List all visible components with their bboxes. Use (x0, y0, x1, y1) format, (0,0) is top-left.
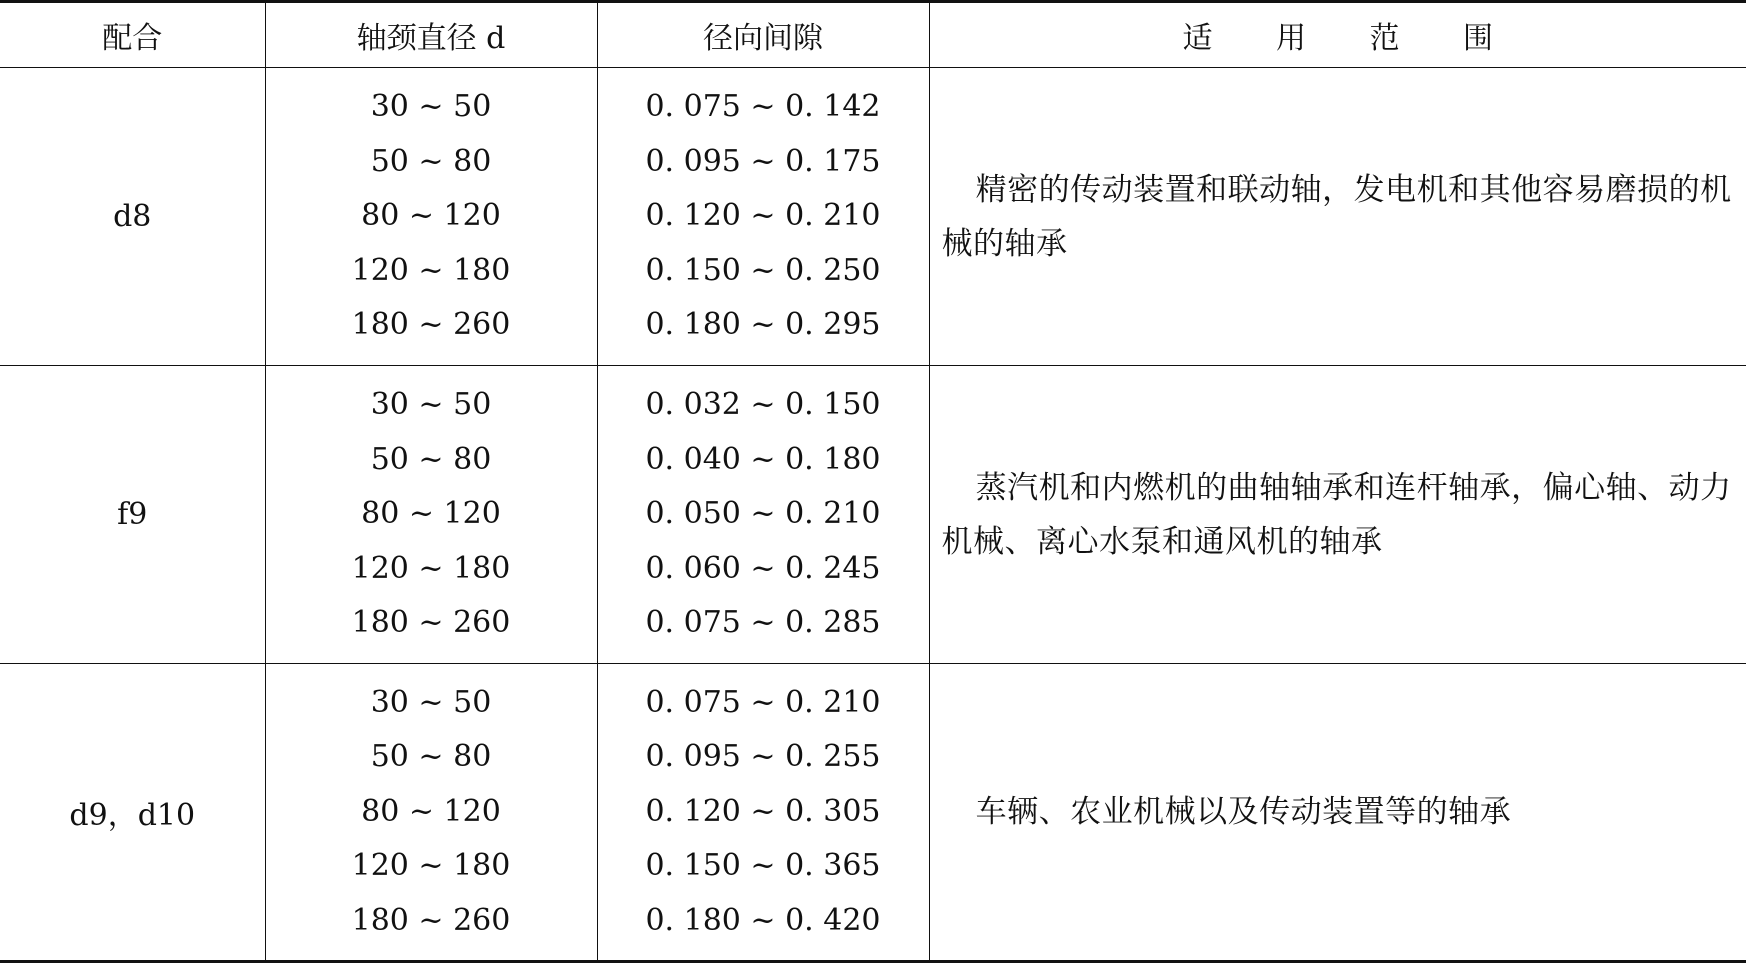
table-header (0, 2, 1746, 68)
diameter-cell (265, 366, 597, 664)
table-row (0, 366, 1746, 664)
clearance-value: 0. 150 ~ 0. 365 (645, 848, 881, 884)
header-row (0, 2, 1746, 68)
clearance-cell (597, 68, 929, 366)
clearance-value: 0. 095 ~ 0. 175 (645, 143, 881, 179)
table-body (0, 68, 1746, 962)
diameter-value: 50 ~ 80 (370, 143, 492, 179)
diameter-value: 50 ~ 80 (370, 441, 492, 477)
clearance-value: 0. 095 ~ 0. 255 (645, 739, 881, 775)
clearance-value: 0. 050 ~ 0. 210 (645, 496, 881, 532)
clearance-value: 0. 060 ~ 0. 245 (645, 550, 881, 586)
application-text: 蒸汽机和内燃机的曲轴轴承和连杆轴承，偏心轴、动力机械、离心水泵和通风机的轴承 (941, 469, 1732, 560)
diameter-cell (265, 68, 597, 366)
application-text: 车辆、农业机械以及传动装置等的轴承 (975, 794, 1512, 830)
fit-cell: d9，d10 (0, 664, 265, 962)
diameter-value: 80 ~ 120 (361, 198, 501, 234)
diameter-value: 80 ~ 120 (361, 793, 501, 829)
clearance-value: 0. 075 ~ 0. 285 (645, 605, 881, 641)
header-clearance: 径向间隙 (597, 2, 929, 68)
clearance-value: 0. 120 ~ 0. 305 (645, 793, 881, 829)
diameter-value: 180 ~ 260 (351, 902, 511, 938)
diameter-value: 30 ~ 50 (370, 387, 492, 423)
diameter-value: 120 ~ 180 (351, 848, 511, 884)
application-cell (929, 664, 1746, 962)
application-cell (929, 68, 1746, 366)
application-text: 精密的传动装置和联动轴，发电机和其他容易磨损的机械的轴承 (941, 171, 1732, 262)
clearance-cell (597, 366, 929, 664)
diameter-value: 80 ~ 120 (361, 496, 501, 532)
clearance-value: 0. 180 ~ 0. 295 (645, 307, 881, 343)
header-fit: 配合 (0, 2, 265, 68)
clearance-value: 0. 075 ~ 0. 210 (645, 684, 881, 720)
diameter-value: 120 ~ 180 (351, 252, 511, 288)
fit-cell: f9 (0, 366, 265, 664)
header-application: 适 用 范 围 (929, 2, 1746, 68)
clearance-value: 0. 040 ~ 0. 180 (645, 441, 881, 477)
diameter-value: 180 ~ 260 (351, 605, 511, 641)
diameter-cell (265, 664, 597, 962)
diameter-value: 120 ~ 180 (351, 550, 511, 586)
diameter-value: 50 ~ 80 (370, 739, 492, 775)
clearance-value: 0. 075 ~ 0. 142 (645, 89, 881, 125)
clearance-cell (597, 664, 929, 962)
clearance-value: 0. 150 ~ 0. 250 (645, 252, 881, 288)
fit-cell: d8 (0, 68, 265, 366)
application-cell (929, 366, 1746, 664)
diameter-value: 30 ~ 50 (370, 89, 492, 125)
table-row (0, 68, 1746, 366)
diameter-value: 180 ~ 260 (351, 307, 511, 343)
clearance-value: 0. 180 ~ 0. 420 (645, 902, 881, 938)
header-diameter: 轴颈直径 d (265, 2, 597, 68)
clearance-value: 0. 120 ~ 0. 210 (645, 198, 881, 234)
table-row (0, 664, 1746, 962)
clearance-value: 0. 032 ~ 0. 150 (645, 387, 881, 423)
diameter-value: 30 ~ 50 (370, 684, 492, 720)
